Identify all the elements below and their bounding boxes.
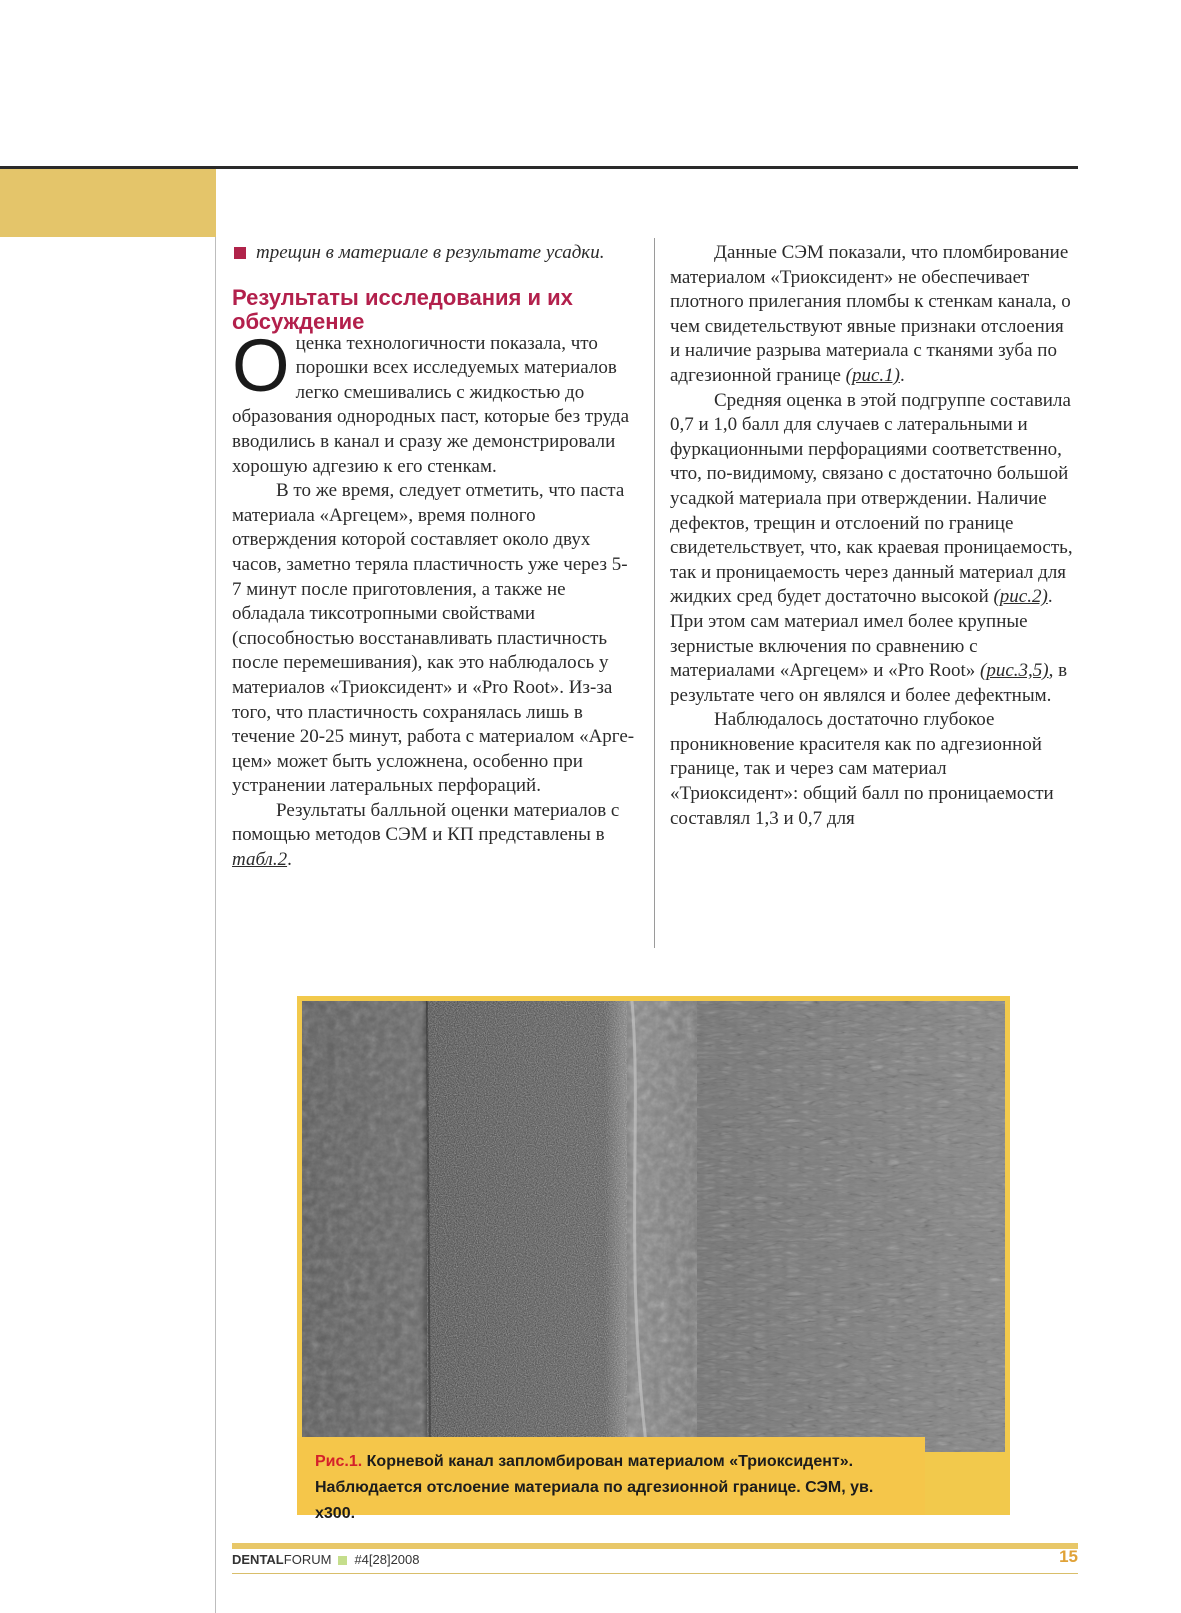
paragraph-4-text: Данные СЭМ показали, что пломбирование материалом «Триоксидент» не обеспечивает плотного прилегания пломбы к стенкам канала, о чем свидетельствуют явные признаки отслоения и наличие разрыва материала с тканями зуба по адгезионной границе <box>670 242 1071 386</box>
paragraph-3 <box>232 799 637 873</box>
paragraph-3-end: . <box>287 849 292 871</box>
paragraph-4-end: . <box>900 364 905 386</box>
figure-caption <box>297 1437 925 1522</box>
caption-line-1 <box>315 1449 913 1475</box>
paragraph-6: Наблюдалось достаточно глубокое проникновение красителя как по адгезионной границе, так и через сам материал «Триоксидент»: общий балл по проницаемости составлял 1,3 и 0,7 для <box>670 709 1054 829</box>
side-margin-rule <box>215 237 216 1613</box>
dropcap: О <box>232 323 290 407</box>
footer-brand-bold: DENTAL <box>232 1552 284 1567</box>
paragraph-5 <box>670 389 1074 709</box>
paragraph-1 <box>232 323 637 480</box>
column-separator <box>654 238 655 948</box>
figure-2-reference-link[interactable]: (рис.2) <box>993 586 1048 608</box>
left-column <box>232 241 637 873</box>
footer-rule-bottom <box>232 1573 1078 1574</box>
gold-accent-block <box>0 169 216 237</box>
paragraph-3-text: Результаты балльной оценки материалов с помощью методов СЭМ и КП представлены в <box>232 799 620 846</box>
bullet-item <box>232 241 637 266</box>
section-heading: Результаты исследования и их обсуждение <box>232 284 573 334</box>
bullet-square-icon <box>234 247 246 259</box>
footer-rule-top <box>232 1543 1078 1549</box>
right-column <box>670 241 1074 831</box>
figure-3-5-reference-link[interactable]: (рис.3,5) <box>980 660 1049 682</box>
footer-square-icon <box>338 1556 347 1565</box>
page-number: 15 <box>1059 1547 1078 1566</box>
paragraph-1-text: ценка технологичности показала, что порошки всех исследуемых материалов легко смешивались с жидкостью до образования однородных паст, которые без труда вводились в канал и сразу же демонстрировали хорошую адгезию к его стенкам. <box>232 332 630 477</box>
sem-micrograph-image <box>302 1001 1005 1452</box>
caption-line-1-text: Корневой канал запломбирован материалом «Триоксидент». <box>362 1453 854 1470</box>
paragraph-5-end: , в результате чего он являлся и более дефектным. <box>670 660 1068 706</box>
paragraph-2: В то же время, следует отметить, что паста материала «Аргецем», время полного отверждения которой составляет около двух часов, заметно теряла пластичность уже через 5-7 минут после приготовления, а также не обладала тиксотропными свойствами (способностью восстанавливать пластичность после перемешивания), как это наблюдалось у материалов «Триоксидент» и «Pro Root». Из-за того, что пластичность сохранялась лишь в течение 20-25 минут, работа с материалом «Арге-цем» может быть усложнена, особенно при устранении латеральных перфораций. <box>232 480 635 797</box>
paragraph-5-mid: . При этом сам материал имел более крупные зернистые включения по сравнению с материалами «Аргецем» и «Pro Root» <box>670 586 1053 682</box>
footer-brand-regular: FORUM <box>283 1552 332 1567</box>
table-reference-link[interactable]: табл.2 <box>232 849 288 871</box>
footer-issue: #4[28]2008 <box>354 1552 420 1567</box>
caption-label: Рис.1. <box>315 1453 363 1470</box>
paragraph-5-text: Средняя оценка в этой подгруппе составила 0,7 и 1,0 балл для случаев с латеральными и фуркационными перфорациями соответственно, что, по-видимому, связано с достаточно большой усадкой материала при отверждении. Наличие дефектов, трещин и отслоений по границе свидетельствует, что, как краевая проницаемость, так и проницаемость через данный материал для жидких сред будет достаточно высокой <box>670 389 1073 608</box>
footer-journal-info <box>232 1551 420 1569</box>
paragraph-4 <box>670 241 1074 389</box>
bullet-text: трещин в материале в результате усадки. <box>256 242 605 263</box>
caption-line-2: Наблюдается отслоение материала по адгезионной границе. СЭМ, ув. х300. <box>315 1479 874 1522</box>
figure-1-reference-link[interactable]: (рис.1) <box>845 364 900 386</box>
